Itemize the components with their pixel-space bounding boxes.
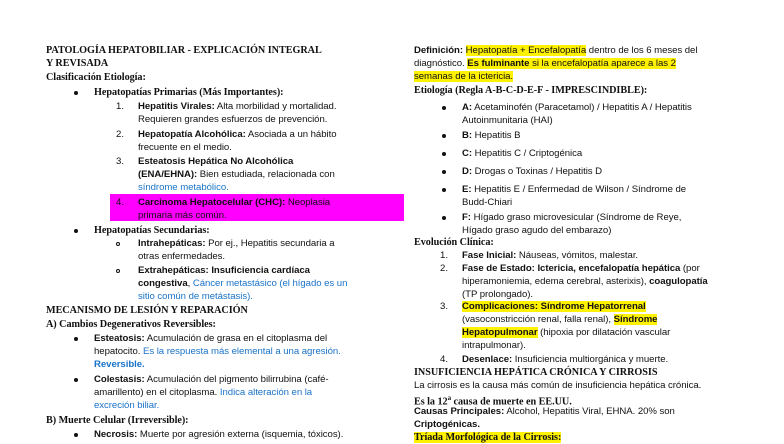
list-number: 1. xyxy=(116,101,125,112)
bullet-icon xyxy=(74,91,78,95)
circle-bullet-icon xyxy=(116,242,120,246)
list-item-etiologia-a: A: Acetaminofén (Paracetamol) / Hepatitis A / Hepatitis xyxy=(462,102,692,113)
bullet-icon xyxy=(442,106,446,110)
list-item-text: congestiva, Cáncer metastásico (el hígado es un xyxy=(138,278,348,289)
list-item-text-blue: Reversible. xyxy=(94,359,145,370)
causas-principales-cont: Criptogénicas. xyxy=(414,419,480,430)
list-item-etiologia-b: B: Hepatitis B xyxy=(462,130,521,141)
heading-triada-morfologica: Tríada Morfológica de la Cirrosis: xyxy=(414,432,562,443)
list-number: 2. xyxy=(440,263,449,274)
list-item-text-blue: excreción biliar. xyxy=(94,400,160,411)
list-item-text: hepatocito. Es la respuesta más elemental a una agresión. xyxy=(94,346,341,357)
list-item-text: frecuente en el medio. xyxy=(138,142,232,153)
bullet-icon xyxy=(442,188,446,192)
list-item-esteatosis-hepatica: Esteatosis Hepática No Alcohólica xyxy=(138,156,294,167)
list-item-extrahepaticas: Extrahepáticas: Insuficiencia cardíaca xyxy=(138,265,310,276)
bullet-icon xyxy=(442,152,446,156)
list-item-text-blue: sitio común de metástasis). xyxy=(138,291,253,302)
list-item-etiologia-d: D: Drogas o Toxinas / Hepatitis D xyxy=(462,166,603,177)
list-item-text: otras enfermedades. xyxy=(138,251,226,262)
definicion-line3: semanas de la ictericia. xyxy=(414,71,514,82)
list-item-text: (TP prolongado). xyxy=(462,289,534,300)
list-item-desenlace: Desenlace: Insuficiencia multiorgánica y muerte. xyxy=(462,354,669,365)
heading-primarias: Hepatopatías Primarias (Más Importantes): xyxy=(94,87,284,98)
list-item-text: (vasoconstricción renal, falla renal), Síndrome xyxy=(462,314,658,325)
list-item-etiologia-f: F: Hígado graso microvesicular (Síndrome de Reye, xyxy=(462,212,682,223)
list-item-esteatosis: Esteatosis: Acumulación de grasa en el citoplasma del xyxy=(94,333,328,344)
list-number: 3. xyxy=(116,156,125,167)
definicion-line2: diagnóstico. Es fulminante si la encefalopatía aparece a las 2 xyxy=(414,58,676,69)
list-item-text: Autoinmunitaria (HAI) xyxy=(462,115,553,126)
list-item-hepatitis-virales: Hepatitis Virales: Alta morbilidad y mortalidad. xyxy=(138,101,337,112)
heading-etiologia: Etiología (Regla A-B-C-D-E-F - IMPRESCINDIBLE): xyxy=(414,85,648,96)
bullet-icon xyxy=(74,433,78,437)
heading-cambios: A) Cambios Degenerativos Reversibles: xyxy=(46,319,216,330)
list-item-text: hiperamoniemia, edema cerebral, asterixis), coagulopatía xyxy=(462,276,708,287)
list-item-text: Hepatopulmonar (hipoxia por dilatación vascular xyxy=(462,327,671,338)
list-item-fase-estado: Fase de Estado: Ictericia, encefalopatía hepática (por xyxy=(462,263,700,274)
list-item-text: primaria más común. xyxy=(138,210,227,221)
causas-principales: Causas Principales: Alcohol, Hepatitis Viral, EHNA. 20% son xyxy=(414,406,675,417)
list-number: 3. xyxy=(440,301,449,312)
list-number: 4. xyxy=(116,197,125,208)
list-item-necrosis: Necrosis: Muerte por agresión externa (isquemia, tóxicos). xyxy=(94,429,344,440)
list-item-etiologia-e: E: Hepatitis E / Enfermedad de Wilson / Síndrome de xyxy=(462,184,687,195)
heading-muerte-celular: B) Muerte Celular (Irreversible): xyxy=(46,415,189,426)
circle-bullet-icon xyxy=(116,269,120,273)
bullet-icon xyxy=(442,134,446,138)
bullet-icon xyxy=(74,378,78,382)
list-item-text-blue: síndrome metabólico. xyxy=(138,182,229,193)
heading-secundarias: Hepatopatías Secundarias: xyxy=(94,225,210,236)
bullet-icon xyxy=(74,229,78,233)
definicion-line1: Definición: Hepatopatía + Encefalopatía dentro de los 6 meses del xyxy=(414,45,698,56)
list-item-text: Hígado graso agudo del embarazo) xyxy=(462,225,612,236)
list-number: 2. xyxy=(116,129,125,140)
list-item-etiologia-c: C: Hepatitis C / Criptogénica xyxy=(462,148,583,159)
heading-evolucion: Evolución Clínica: xyxy=(414,237,494,248)
list-item-text: Requieren grandes esfuerzos de prevención. xyxy=(138,114,328,125)
list-item-colestasis: Colestasis: Acumulación del pigmento bilirrubina (café- xyxy=(94,374,329,385)
heading-mecanismo: MECANISMO DE LESIÓN Y REPARACIÓN xyxy=(46,305,248,316)
cirrosis-text-1: La cirrosis es la causa más común de insuficiencia hepática crónica. xyxy=(414,380,702,391)
heading-clasificacion: Clasificación Etiología: xyxy=(46,72,146,83)
bullet-icon xyxy=(442,170,446,174)
list-number: 4. xyxy=(440,354,449,365)
list-item-hepatopatia-alcoholica: Hepatopatía Alcohólica: Asociada a un hábito xyxy=(138,129,337,140)
bullet-icon xyxy=(442,216,446,220)
list-item-text: intrapulmonar). xyxy=(462,340,526,351)
list-item-intrahepaticas: Intrahepáticas: Por ej., Hepatitis secundaria a xyxy=(138,238,335,249)
list-number: 1. xyxy=(440,250,449,261)
document-title: PATOLOGÍA HEPATOBILIAR - EXPLICACIÓN INTEGRAL xyxy=(46,45,322,56)
list-item-text: Budd-Chiari xyxy=(462,197,513,208)
list-item-carcinoma-hepatocelular: Carcinoma Hepatocelular (CHC): Neoplasia xyxy=(138,197,331,208)
bullet-icon xyxy=(74,337,78,341)
list-item-complicaciones: Complicaciones: Síndrome Hepatorrenal xyxy=(462,301,646,312)
list-item-fase-inicial: Fase Inicial: Náuseas, vómitos, malestar. xyxy=(462,250,639,261)
document-title-line2: Y REVISADA xyxy=(46,58,109,69)
list-item-text: amarillento) en el citoplasma. Indica alteración en la xyxy=(94,387,313,398)
heading-insuficiencia-cronica: INSUFICIENCIA HEPÁTICA CRÓNICA Y CIRROSIS xyxy=(414,367,658,378)
cirrosis-text-2: Es la 12$^a$ causa de muerte en EE.UU. xyxy=(414,394,572,408)
list-item-text: (ENA/EHNA): Bien estudiada, relacionada con xyxy=(138,169,335,180)
